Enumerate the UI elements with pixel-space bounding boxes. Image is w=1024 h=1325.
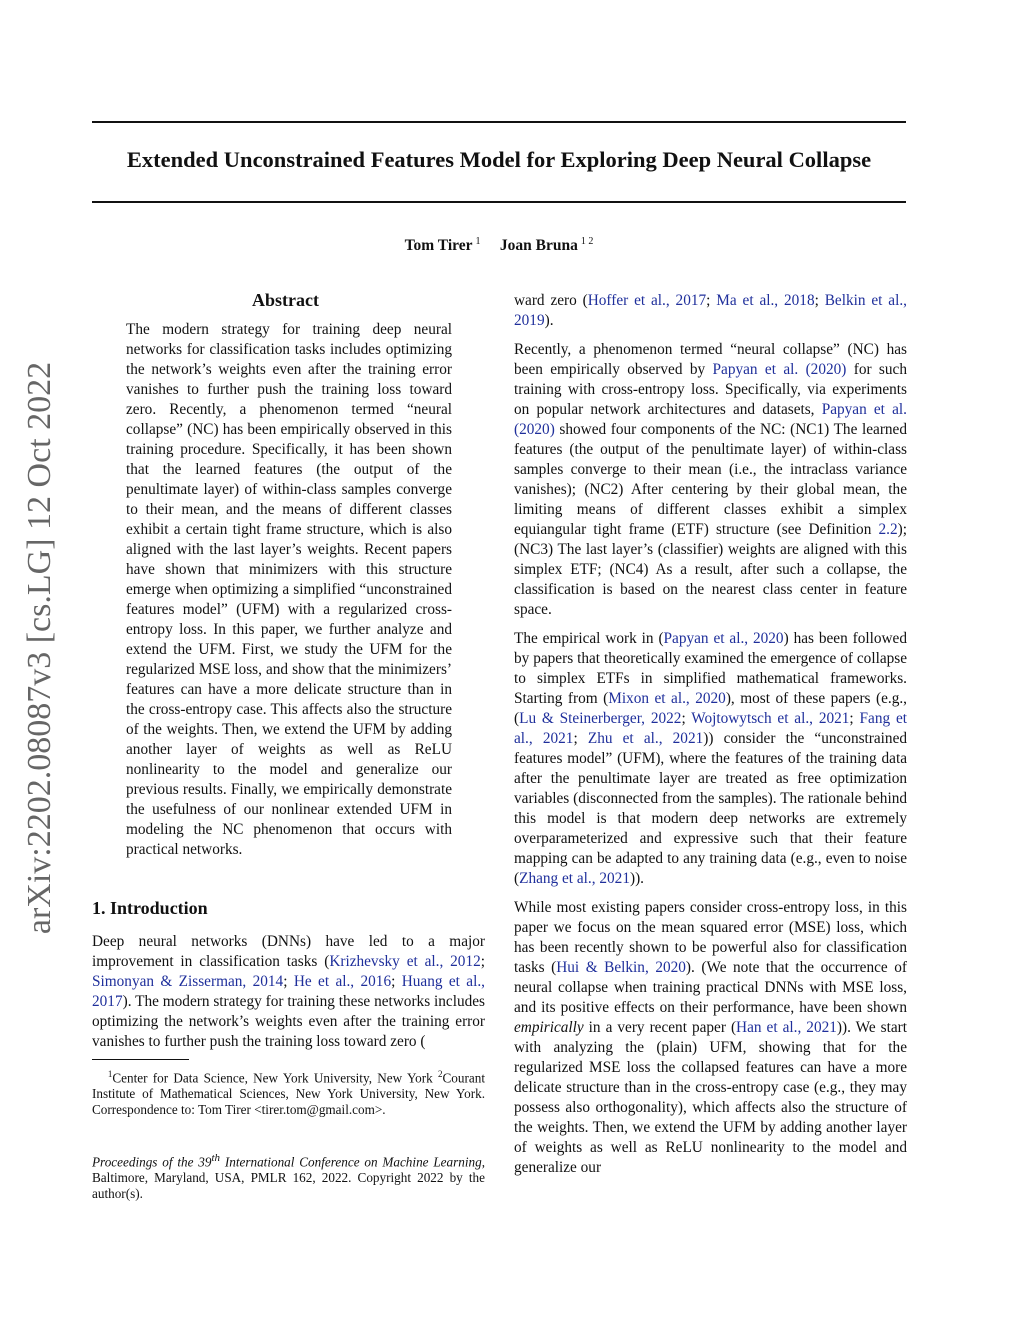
emphasis: empirically xyxy=(514,1019,584,1036)
footnote-mark: 2 xyxy=(438,1069,443,1079)
text-run: for such training with cross-entropy loss. Specifically, via experiments on popular network architectures and datasets, xyxy=(514,361,907,418)
proceedings-italic: Proceedings of the 39 xyxy=(92,1154,212,1170)
citation-link[interactable]: Belkin et al., 2019 xyxy=(514,292,907,329)
citation-link[interactable]: Lu & Steinerberger, 2022 xyxy=(519,710,682,727)
text-run: ), most of these papers (e.g., ( xyxy=(514,690,907,727)
author-name: Tom Tirer xyxy=(404,237,473,254)
text-run: ). The modern strategy for training these networks includes optimizing the network’s weights even after the training error vanishes to further push the training loss toward zero ( xyxy=(92,993,485,1050)
intro-paragraph xyxy=(92,932,485,1052)
text-run: ; xyxy=(814,292,825,309)
section-heading-introduction: 1. Introduction xyxy=(92,898,208,918)
text-run: ; xyxy=(283,973,294,990)
citation-link[interactable]: Simonyan & Zisserman, 2014 xyxy=(92,973,284,990)
text-run: )) consider the “unconstrained features model” (UFM), where the features of the training data after the penultimate layer are treated as free optimization variables (disconnected from the samples). The rationale behind this model is that modern deep networks are extremely overparameterized and expressive such that their feature mapping can be adapted to any training data (e.g., even to noise ( xyxy=(514,730,908,887)
citation-link[interactable]: Papyan et al. (2020) xyxy=(514,401,907,438)
text-run: ; xyxy=(706,292,717,309)
text-run: )). We start with analyzing the (plain) UFM, showing that for the regularized MSE loss the collapsed features can have a more delicate structure than in the cross-entropy case (e.g., they may possess also orthogonality), which affects also the structure of the weights. Then, we extend the UFM by adding another layer of weights as well as ReLU nonlinearity to the model and generalize our xyxy=(514,1019,907,1176)
footnote-rule xyxy=(92,1059,189,1060)
author-name: Joan Bruna xyxy=(499,237,578,254)
text-run: ). xyxy=(544,312,554,329)
arxiv-id: arXiv:2202.08087v3 [cs.LG] 12 Oct 2022 xyxy=(21,361,58,935)
citation-link[interactable]: Hui & Belkin, 2020 xyxy=(556,959,686,976)
text-run: Deep neural networks (DNNs) have led to a major improvement in classification tasks ( xyxy=(92,933,485,970)
paragraph xyxy=(514,340,907,620)
citation-link[interactable]: Huang et al., 2017 xyxy=(92,973,485,1010)
text-run: While most existing papers consider cross-entropy loss, in this paper we focus on the mean squared error (MSE) loss, which has been recently shown to be powerful also for classification tasks ( xyxy=(514,899,907,976)
paper-title: Extended Unconstrained Features Model for Exploring Deep Neural Collapse xyxy=(126,147,872,172)
text-run: ; xyxy=(573,730,588,747)
paragraph xyxy=(514,629,907,889)
proceedings-sup: th xyxy=(211,1152,221,1164)
abstract-body: The modern strategy for training deep neural networks for classification tasks includes optimizing the network’s weights even after the training error vanishes to further push the training loss toward zero. Recently, a phenomenon termed “neural collapse” (NC) has been empirically observed in this training procedure. Specifically, it has been shown that the learned features (the output of the penultimate layer) of within-class samples converge to their mean, and the means of different classes exhibit a certain tight frame structure, which is also aligned with the last layer’s weights. Recent papers have shown that minimizers with this structure emerge when optimizing a simplified “unconstrained features model” (UFM) with a regularized cross-entropy loss. In this paper, we further analyze and extend the UFM. First, we study the UFM for the regularized MSE loss, and show that the minimizers’ features can have a more delicate structure than in the cross-entropy case. This affects also the structure of the weights. Then, we extend the UFM by adding another layer of weights as well as ReLU nonlinearity to the model and generalize our previous results. Finally, we empirically demonstrate the usefulness of our nonlinear extended UFM in modeling the NC phenomenon that occurs with practical networks. xyxy=(126,321,452,858)
citation-link[interactable]: He et al., 2016 xyxy=(293,973,392,990)
author-affiliation: 1 xyxy=(475,236,481,247)
definition-link[interactable]: 2.2 xyxy=(878,521,898,538)
text-run: ; xyxy=(681,710,692,727)
citation-link[interactable]: Ma et al., 2018 xyxy=(716,292,815,309)
title-top-rule xyxy=(92,121,906,123)
text-run: )). xyxy=(629,870,644,887)
citation-link[interactable]: Zhu et al., 2021 xyxy=(587,730,704,747)
citation-link[interactable]: Han et al., 2021 xyxy=(736,1019,837,1036)
footnote-mark: 1 xyxy=(107,1069,113,1079)
right-column xyxy=(514,291,907,1187)
citation-link[interactable]: Zhang et al., 2021 xyxy=(519,870,630,887)
footnote-text: Center for Data Science, New York University, New York xyxy=(112,1070,433,1086)
citation-link[interactable]: Fang et al., 2021 xyxy=(514,710,907,747)
text-run: in a very recent paper ( xyxy=(583,1019,737,1036)
text-run: Recently, a phenomenon termed “neural collapse” (NC) has been empirically observed by xyxy=(514,341,907,378)
text-run: ); (NC3) The last layer’s (classifier) weights are aligned with this simplex ETF; (NC4) As a result, after such a collapse, the classification is based on the nearest class center in feature space. xyxy=(514,521,907,618)
footnote-text: Courant Institute of Mathematical Sciences, New York University, New York. Correspondence to: Tom Tirer <tirer.tom@gmail.com>. xyxy=(92,1070,486,1118)
citation-link[interactable]: Papyan et al., 2020 xyxy=(663,630,784,647)
proceedings-text: , Baltimore, Maryland, USA, PMLR 162, 2022. Copyright 2022 by the author(s). xyxy=(92,1154,485,1202)
proceedings-italic: International Conference on Machine Learning xyxy=(220,1154,482,1170)
abstract-heading: Abstract xyxy=(252,290,319,310)
paragraph xyxy=(514,291,907,331)
text-run: ) has been followed by papers that theoretically examined the emergence of collapse to simplex ETFs in simplified mathematical frameworks. Starting from ( xyxy=(514,630,907,707)
citation-link[interactable]: Mixon et al., 2020 xyxy=(608,690,726,707)
text-run: ). (We note that the occurrence of neural collapse when training practical DNNs with MSE loss, and its positive effects on their performance, have been shown xyxy=(514,959,907,1016)
text-run: ward zero ( xyxy=(514,292,588,309)
text-run: ; xyxy=(849,710,860,727)
text-run: ; xyxy=(480,953,485,970)
text-run: showed four components of the NC: (NC1) The learned features (the output of the penultimate layer) of within-class samples converge to their mean (i.e., the intraclass variance vanishes); (NC2) After centering by their global mean, the limiting means of different classes exhibit a simplex equiangular tight frame (ETF) structure (see Definition xyxy=(514,421,907,538)
text-run: The empirical work in ( xyxy=(514,630,664,647)
title-bottom-rule xyxy=(92,201,906,203)
footnote-affiliations xyxy=(92,1066,485,1118)
author-affiliation: 1 2 xyxy=(580,236,594,247)
citation-link[interactable]: Krizhevsky et al., 2012 xyxy=(329,953,481,970)
text-run: ; xyxy=(391,973,402,990)
citation-link[interactable]: Papyan et al. (2020) xyxy=(712,361,847,378)
citation-link[interactable]: Wojtowytsch et al., 2021 xyxy=(691,710,850,727)
citation-link[interactable]: Hoffer et al., 2017 xyxy=(587,292,707,309)
proceedings-note xyxy=(92,1150,485,1202)
author-list xyxy=(92,236,906,255)
paragraph xyxy=(514,898,907,1178)
